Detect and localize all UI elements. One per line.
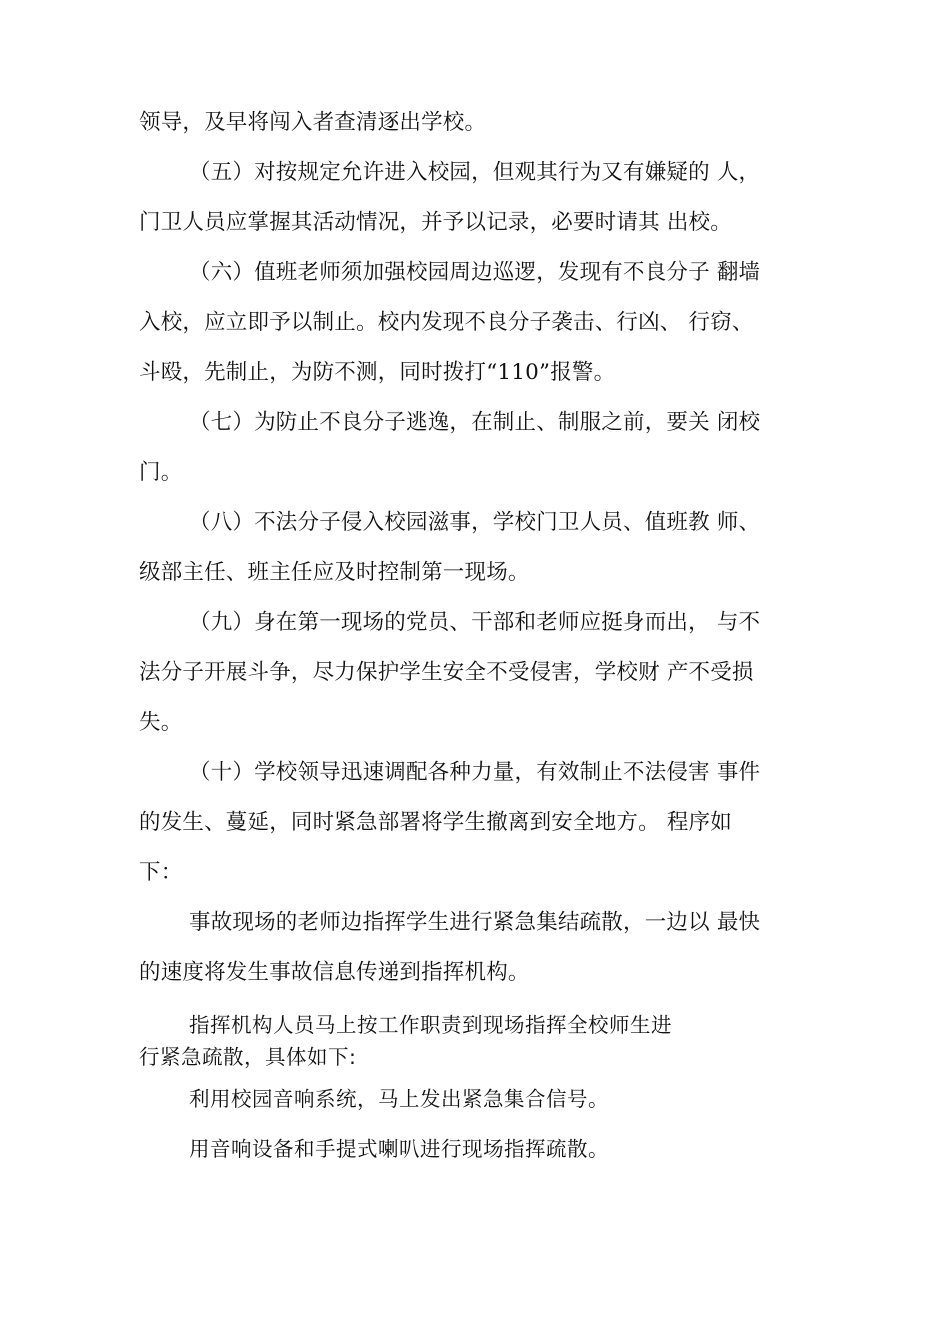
text-line: 门卫人员应掌握其活动情况，并予以记录，必要时请其 出校。 (139, 210, 732, 235)
paragraph-seven-line: （七）为防止不良分子逃逸，在制止、制服之前，要关 闭校 (189, 410, 761, 435)
procedure-line: 利用校园音响系统，马上发出紧急集合信号。 (189, 1087, 609, 1111)
text-line: 领导，及早将闯入者查清逐出学校。 (139, 110, 487, 135)
text-line: 入校，应立即予以制止。校内发现不良分子袭击、行凶、 行窃、 (139, 310, 754, 335)
paragraph-six-line: （六）值班老师须加强校园周边巡逻，发现有不良分子 翻墙 (189, 260, 761, 285)
text-line: 失。 (139, 710, 183, 735)
text-line: 的速度将发生事故信息传递到指挥机构。 (139, 960, 530, 985)
paragraph-nine-line: （九）身在第一现场的党员、干部和老师应挺身而出， 与不 (189, 610, 761, 635)
text-line: 法分子开展斗争，尽力保护学生安全不受侵害，学校财 产不受损 (139, 660, 754, 685)
text-line: 的发生、蔓延，同时紧急部署将学生撤离到安全地方。 程序如 (139, 810, 732, 835)
paragraph-eight-line: （八）不法分子侵入校园滋事，学校门卫人员、值班教 师、 (189, 510, 761, 535)
procedure-line: 指挥机构人员马上按工作职责到现场指挥全校师生进 (189, 1013, 672, 1037)
procedure-line: 事故现场的老师边指挥学生进行紧急集结疏散，一边以 最快 (189, 910, 761, 935)
text-line: 斗殴，先制止，为防不测，同时拨打“110”报警。 (139, 360, 616, 385)
text-line: 行紧急疏散，具体如下: (139, 1045, 357, 1069)
paragraph-ten-line: （十）学校领导迅速调配各种力量，有效制止不法侵害 事件 (189, 760, 761, 785)
procedure-line: 用音响设备和手提式喇叭进行现场指挥疏散。 (189, 1137, 609, 1161)
text-line: 门。 (139, 460, 183, 485)
text-line: 下： (139, 860, 183, 885)
paragraph-five-line: （五）对按规定允许进入校园，但观其行为又有嫌疑的 人， (189, 160, 761, 185)
text-line: 级部主任、班主任应及时控制第一现场。 (139, 560, 530, 585)
